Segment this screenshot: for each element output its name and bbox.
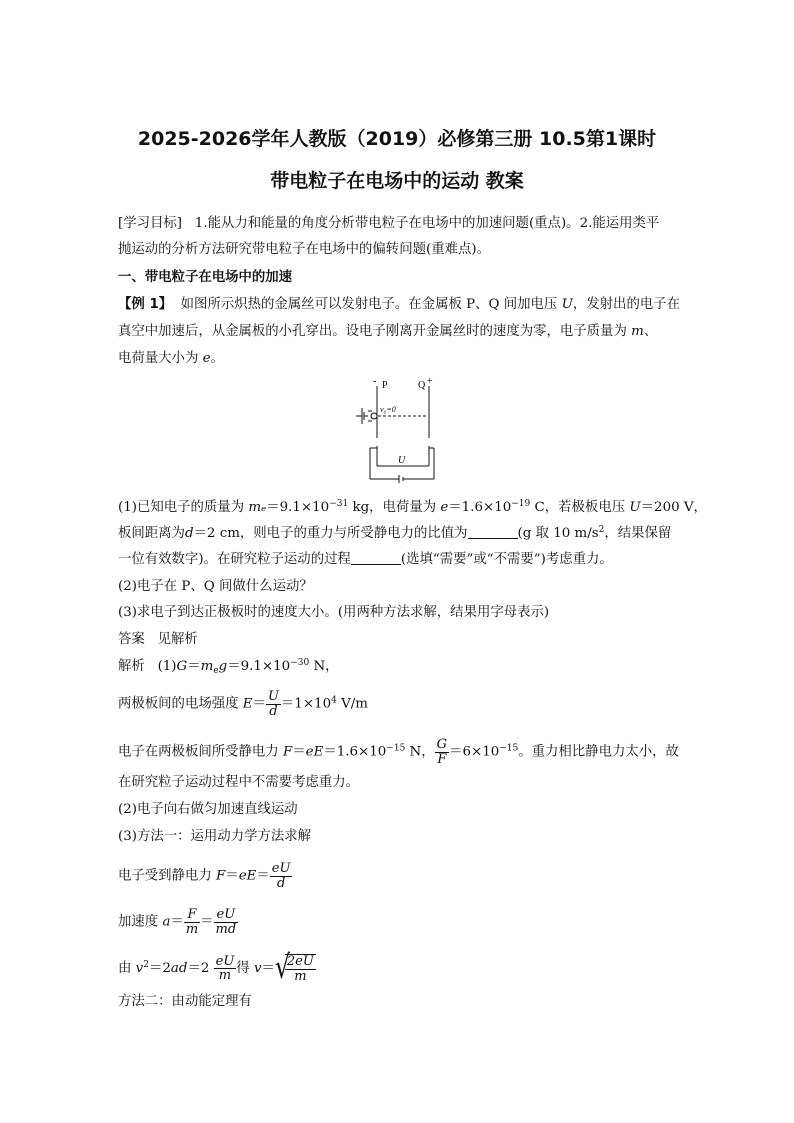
frac-den: m bbox=[294, 968, 307, 984]
frac-den: d bbox=[276, 875, 286, 891]
circuit-diagram bbox=[348, 376, 440, 486]
eq-sign: ＝ bbox=[170, 914, 184, 930]
analysis-line10: 方法二：由动能定理有 bbox=[118, 994, 252, 1009]
var-e2: e bbox=[440, 500, 449, 515]
analysis-l3-exp2: −15 bbox=[499, 743, 519, 754]
var-v2: v bbox=[253, 961, 262, 977]
answer-label: 答案 bbox=[118, 632, 145, 647]
example1-line1 bbox=[118, 295, 680, 315]
q1-a2: ＝9.1×10 bbox=[266, 500, 330, 515]
analysis-l9e: ＝ bbox=[261, 961, 275, 977]
var-ee: eE bbox=[305, 744, 324, 760]
q1-b4: ，结果保留 bbox=[604, 526, 672, 541]
var-f2: F bbox=[216, 868, 226, 884]
analysis-line1 bbox=[118, 657, 339, 677]
eq-sign: ＝ bbox=[252, 696, 266, 712]
page-title-line1: 2025-2026学年人教版（2019）必修第三册 10.5第1课时 bbox=[137, 128, 657, 150]
q1-b3-exp: 2 bbox=[598, 525, 605, 535]
var-a: a bbox=[162, 914, 171, 930]
frac-num: eU bbox=[271, 861, 291, 876]
q1-c2: (选填“需要”或“不需要”)考虑重力。 bbox=[400, 552, 613, 567]
var-me: mₑ bbox=[248, 500, 267, 515]
analysis-l3c: ＝1.6×10 bbox=[323, 744, 387, 760]
fraction-eu-over-m bbox=[214, 955, 237, 983]
analysis-line9 bbox=[118, 948, 316, 987]
analysis-line4: 在研究粒子运动过程中不需要考虑重力。 bbox=[118, 775, 360, 790]
label-p: P bbox=[382, 380, 388, 391]
frac-den: F bbox=[437, 751, 447, 767]
frac-den: m bbox=[218, 968, 232, 984]
analysis-l9b: ＝2 bbox=[148, 961, 171, 977]
fraction-eu-over-md bbox=[214, 908, 239, 936]
frac-den: md bbox=[215, 921, 237, 937]
answer-line bbox=[118, 630, 198, 650]
answer-blank-2[interactable] bbox=[351, 550, 401, 565]
label-v0: v₀=0 bbox=[380, 405, 396, 414]
analysis-l9-exp: 2 bbox=[143, 960, 149, 971]
example1-line2 bbox=[118, 322, 657, 342]
var-e-field: E bbox=[242, 696, 253, 712]
var-u2: U bbox=[629, 500, 641, 515]
q1-b2: ＝2 cm，则电子的重力与所受静电力的比值为 bbox=[193, 526, 468, 541]
analysis-l3d: N， bbox=[405, 744, 435, 760]
var-u: U bbox=[561, 297, 573, 312]
q1-c1: 一位有效数字)。在研究粒子运动的过程 bbox=[118, 552, 351, 567]
answer-blank-1[interactable] bbox=[468, 524, 518, 539]
analysis-line6: (3)方法一：运用动力学方法求解 bbox=[118, 829, 312, 844]
analysis-l9a: 由 bbox=[118, 961, 136, 977]
eq-sign: ＝ bbox=[200, 914, 214, 930]
q1-a2-exp: −31 bbox=[329, 499, 349, 509]
analysis-l1c: N， bbox=[309, 659, 339, 674]
sub-e: e bbox=[213, 666, 219, 676]
frac-num: G bbox=[436, 737, 448, 752]
example1-text-b: ，发射出的电子在 bbox=[572, 297, 681, 312]
analysis-l3a: 电子在两极板间所受静电力 bbox=[118, 744, 283, 760]
q1-a6: ＝200 V， bbox=[640, 500, 707, 515]
q1-b3: (g 取 10 m/s bbox=[517, 526, 599, 541]
analysis-line7 bbox=[118, 862, 292, 890]
sqrt-expression bbox=[274, 948, 316, 987]
page-title-line2: 带电粒子在电场中的运动 教案 bbox=[270, 170, 524, 192]
q1-a3: kg，电荷量为 bbox=[348, 500, 441, 515]
sqrt-sign-icon: √ bbox=[274, 948, 291, 987]
example1-line3-end: 。 bbox=[210, 351, 224, 366]
frac-num: eU bbox=[214, 908, 239, 923]
q1-line1 bbox=[118, 498, 707, 518]
var-g: G bbox=[176, 659, 188, 674]
fraction-g-over-f bbox=[435, 738, 449, 766]
objectives-line2: 抛运动的分析方法研究带电粒子在电场中的偏转问题(重难点)。 bbox=[118, 242, 490, 257]
objectives-bracket: [学习目标] bbox=[118, 216, 183, 231]
analysis-label: 解析 bbox=[118, 659, 145, 674]
analysis-line5: (2)电子向右做匀加速直线运动 bbox=[118, 802, 298, 817]
label-plus: + bbox=[427, 376, 433, 387]
q2-line: (2)电子在 P、Q 间做什么运动？ bbox=[118, 579, 313, 594]
q1-a5: C，若极板电压 bbox=[530, 500, 630, 515]
analysis-l9c: ＝2 bbox=[187, 961, 214, 977]
example1-text: 如图所示炽热的金属丝可以发射电子。在金属板 P、Q 间加电压 bbox=[180, 297, 558, 312]
var-v: v bbox=[135, 961, 144, 977]
objectives-text1: 1.能从力和能量的角度分析带电粒子在电场中的加速问题(重点)。2.能运用类平 bbox=[194, 216, 660, 231]
label-q: Q bbox=[418, 380, 426, 391]
frac-num: eU bbox=[215, 953, 235, 969]
filament bbox=[371, 413, 377, 419]
eq-sign: ＝ bbox=[256, 868, 270, 884]
var-m: m bbox=[631, 324, 644, 339]
analysis-l7a: 电子受到静电力 bbox=[118, 868, 216, 884]
var-m2: m bbox=[200, 659, 214, 674]
analysis-l1b: ＝9.1×10 bbox=[227, 659, 291, 674]
var-f: F bbox=[282, 744, 293, 760]
var-ad: ad bbox=[170, 961, 188, 977]
frac-den: d bbox=[269, 703, 278, 719]
eq-sign: ＝ bbox=[187, 659, 201, 674]
eq-sign: ＝ bbox=[225, 868, 239, 884]
example1-line3-text: 电荷量大小为 bbox=[118, 351, 199, 366]
analysis-l3b: ＝ bbox=[292, 744, 306, 760]
var-e: e bbox=[202, 351, 211, 366]
analysis-line3 bbox=[118, 738, 679, 766]
analysis-line2 bbox=[118, 690, 368, 718]
analysis-l2c: V/m bbox=[336, 696, 368, 712]
analysis-l3-exp: −15 bbox=[386, 743, 406, 754]
var-g-small: g bbox=[218, 659, 228, 674]
fraction-eu-over-d bbox=[270, 862, 293, 890]
example1-line3 bbox=[118, 349, 224, 369]
frac-den: m bbox=[185, 921, 199, 937]
frac-num: U bbox=[267, 689, 279, 704]
fraction-u-over-d bbox=[266, 690, 281, 718]
analysis-line8 bbox=[118, 908, 238, 936]
analysis-l9d: 得 bbox=[236, 961, 254, 977]
section-heading: 一、带电粒子在电场中的加速 bbox=[118, 270, 293, 285]
q1-a1: (1)已知电子的质量为 bbox=[118, 500, 249, 515]
analysis-l2b: ＝1×10 bbox=[280, 696, 332, 712]
q1-a4-exp: −19 bbox=[511, 499, 531, 509]
analysis-l1-exp: −30 bbox=[290, 658, 310, 668]
q1-b1: 板间距离为 bbox=[118, 526, 185, 541]
analysis-l1a: (1) bbox=[157, 659, 177, 674]
var-ee2: eE bbox=[238, 868, 257, 884]
analysis-l8a: 加速度 bbox=[118, 914, 163, 930]
example1-line2-end: 、 bbox=[643, 324, 658, 339]
example-tag: 【例 1】 bbox=[118, 297, 173, 312]
objectives-line1 bbox=[118, 214, 659, 234]
fraction-f-over-m bbox=[184, 908, 200, 936]
var-d: d bbox=[184, 526, 194, 541]
analysis-l3e: ＝6×10 bbox=[449, 744, 500, 760]
label-minus: - bbox=[373, 376, 377, 387]
q1-line3 bbox=[118, 550, 613, 570]
q1-line2 bbox=[118, 524, 671, 544]
example1-line2-text: 真空中加速后，从金属板的小孔穿出。设电子刚离开金属丝时的速度为零，电子质量为 bbox=[118, 324, 627, 339]
frac-num: F bbox=[184, 908, 200, 923]
analysis-l3f: 。重力相比静电力太小，故 bbox=[518, 744, 679, 760]
analysis-l2-exp: 4 bbox=[331, 695, 337, 706]
q3-line: (3)求电子到达正极板时的速度大小。(用两种方法求解，结果用字母表示) bbox=[118, 605, 550, 620]
frac-num: 2eU bbox=[286, 954, 314, 969]
q1-a4: ＝1.6×10 bbox=[448, 500, 512, 515]
label-u: U bbox=[398, 455, 406, 466]
analysis-l2a: 两极板间的电场强度 bbox=[118, 696, 243, 712]
answer-text: 见解析 bbox=[157, 632, 198, 647]
